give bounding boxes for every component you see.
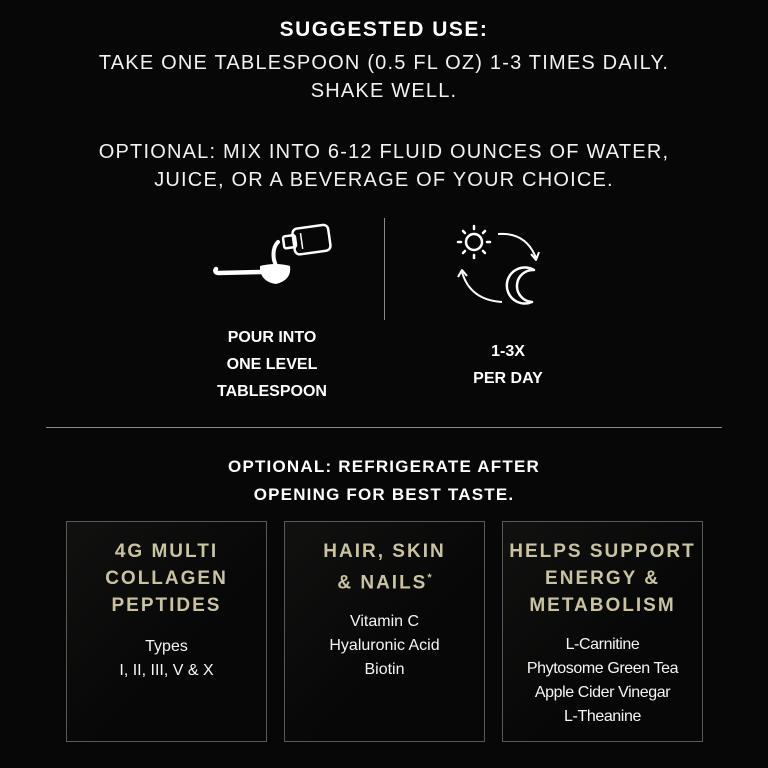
disclaimer-mark: * [427, 572, 432, 584]
hair-skin-nails-card [284, 521, 485, 742]
collagen-card-title: 4G MULTI COLLAGEN PEPTIDES [105, 541, 228, 616]
dosage-line: TAKE ONE TABLESPOON (0.5 FL OZ) 1-3 TIMES DAILY. [98, 52, 670, 74]
collagen-card-body: Types I, II, III, V & X [119, 638, 214, 679]
refrigerate-note: OPTIONAL: REFRIGERATE AFTER OPENING FOR BEST TASTE. [228, 457, 540, 504]
vertical-divider [384, 218, 385, 320]
frequency-label: 1-3X PER DAY [473, 343, 543, 387]
suggested-use-heading: SUGGESTED USE: [279, 18, 489, 41]
pour-spoon-icon [212, 222, 336, 297]
energy-metabolism-card [502, 521, 703, 742]
sun-moon-cycle-icon [448, 218, 552, 315]
collagen-card [66, 521, 267, 742]
pour-instruction-label: POUR INTO ONE LEVEL TABLESPOON [217, 329, 327, 400]
energy-metabolism-card-title: HELPS SUPPORT ENERGY & METABOLISM [509, 541, 696, 616]
shake-line: SHAKE WELL. [310, 80, 458, 102]
hair-skin-nails-card-title: HAIR, SKIN & NAILS* [323, 541, 446, 594]
horizontal-divider [46, 427, 722, 428]
hair-skin-nails-card-body: Vitamin C Hyaluronic Acid Biotin [329, 613, 440, 679]
optional-mix-line-1: OPTIONAL: MIX INTO 6-12 FLUID OUNCES OF WATER, [98, 141, 670, 163]
optional-mix-line-2: JUICE, OR A BEVERAGE OF YOUR CHOICE. [154, 169, 614, 191]
energy-metabolism-card-body: L-Carnitine Phytosome Green Tea Apple Cider Vinegar L-Theanine [526, 636, 679, 725]
